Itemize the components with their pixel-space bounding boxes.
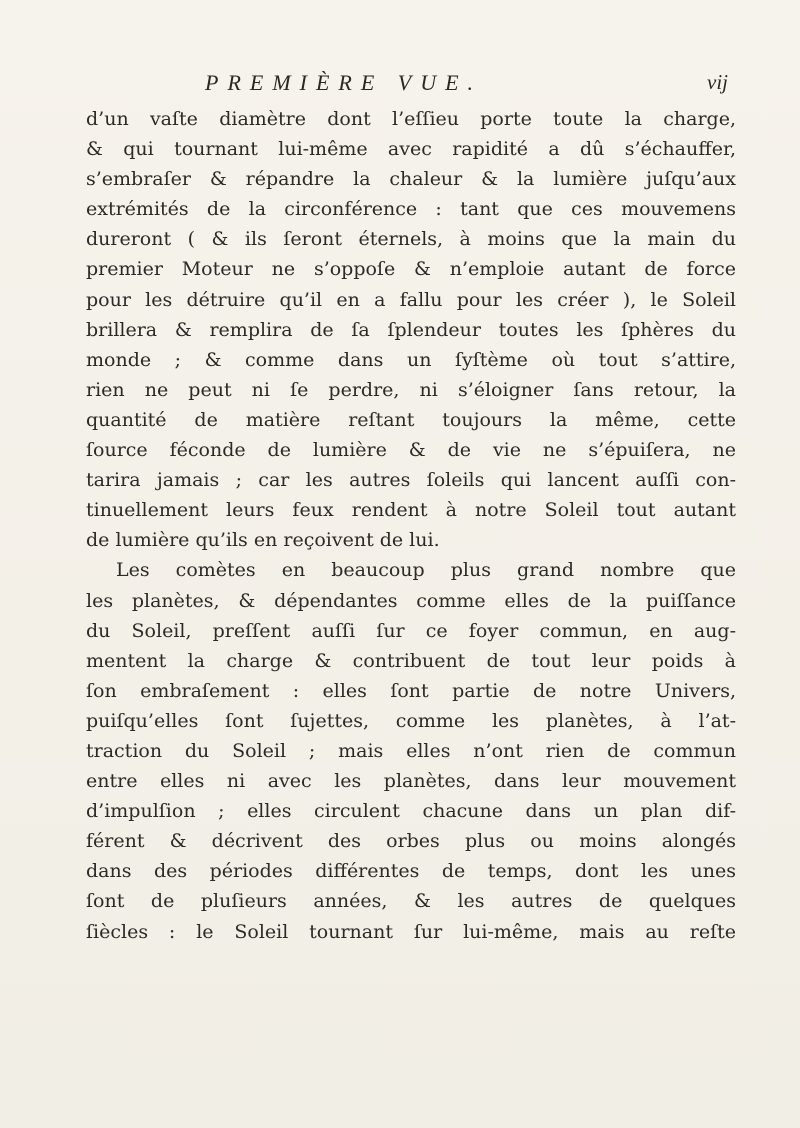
text-line: puiſqu’elles ſont ſujettes, comme les planètes, à l’at- [86,709,736,732]
text-line: d’impulſion ; elles circulent chacune dans un plan dif- [86,800,736,823]
text-line: s’embraſer & répandre la chaleur & la lumière juſqu’aux [86,168,736,191]
paragraph-start-line: Les comètes en beaucoup plus grand nombre que [116,559,736,582]
paragraph-end-line: de lumière qu’ils en reçoivent de lui. [86,529,440,552]
body-text [86,104,736,947]
text-line: du Soleil, preſſent auſſi ſur ce foyer commun, en aug- [86,619,736,642]
text-line: dans des périodes différentes de temps, dont les unes [86,860,736,883]
text-line: mentent la charge & contribuent de tout leur poids à [86,649,736,672]
running-title: PREMIÈRE VUE. [205,70,483,95]
text-line: premier Moteur ne s’oppoſe & n’emploie autant de force [86,258,736,281]
text-line: pour les détruire qu’il en a fallu pour les créer ), le Soleil [86,288,736,311]
text-line: & qui tournant lui-même avec rapidité a dû s’échauffer, [86,138,736,161]
page-number: vij [707,70,728,94]
text-line: tinuellement leurs feux rendent à notre Soleil tout autant [86,499,736,522]
text-line: monde ; & comme dans un ſyſtème où tout s’attire, [86,348,736,371]
text-line: les planètes, & dépendantes comme elles de la puiſſance [86,589,736,612]
text-line: quantité de matière reſtant toujours la même, cette [86,408,736,431]
text-line: dureront ( & ils ſeront éternels, à moins que la main du [86,228,736,251]
text-line: tarira jamais ; car les autres ſoleils qui lancent auſſi con- [86,469,736,492]
text-line: rien ne peut ni ſe perdre, ni s’éloigner ſans retour, la [86,378,736,401]
text-line: ſource féconde de lumière & de vie ne s’épuiſera, ne [86,439,736,462]
text-line: traction du Soleil ; mais elles n’ont rien de commun [86,739,736,762]
text-line: ſont de pluſieurs années, & les autres de quelques [86,890,736,913]
text-line: brillera & remplira de ſa ſplendeur toutes les ſphères du [86,318,736,341]
text-line: extrémités de la circonférence : tant que ces mouvemens [86,198,736,221]
running-head [205,70,728,104]
text-line: d’un vaſte diamètre dont l’eſſieu porte toute la charge, [86,108,736,130]
text-line: entre elles ni avec les planètes, dans leur mouvement [86,770,736,793]
text-line: ſiècles : le Soleil tournant ſur lui-même, mais au reſte [86,920,736,943]
text-line: férent & décrivent des orbes plus ou moins alongés [86,830,736,853]
text-line: ſon embraſement : elles ſont partie de notre Univers, [86,679,736,702]
